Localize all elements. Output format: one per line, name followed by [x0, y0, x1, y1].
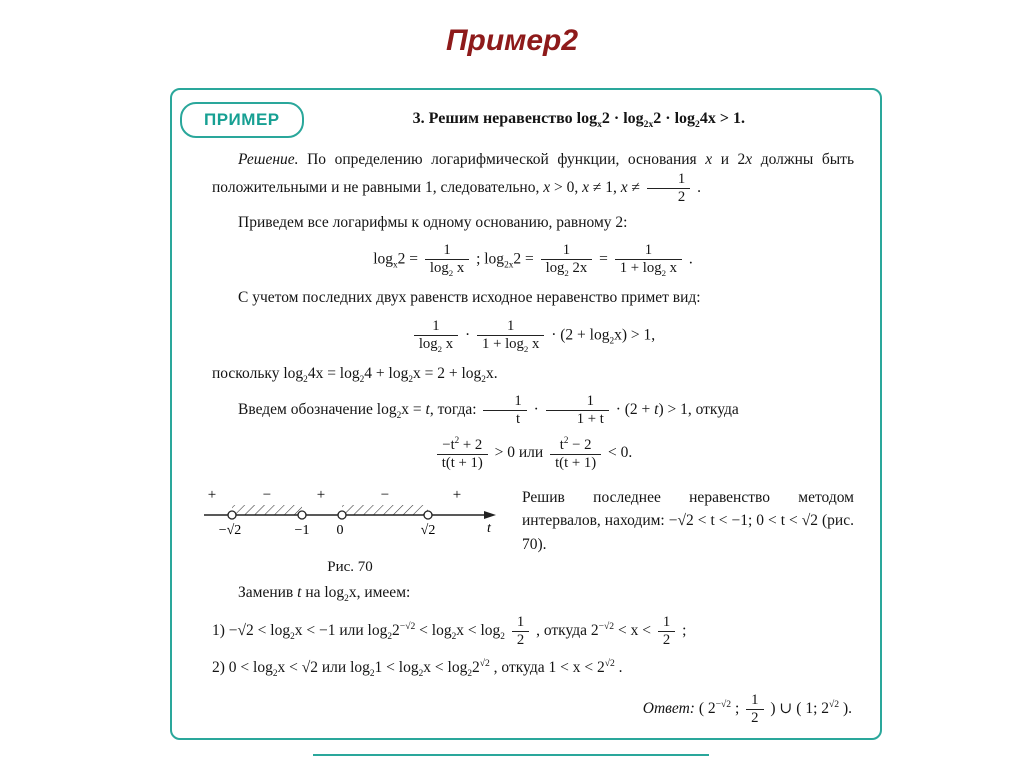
replace-paragraph: Заменив t на $\log_2x$, имеем:	[238, 584, 411, 605]
point-circle	[228, 511, 236, 519]
hatch-region-2	[342, 505, 428, 515]
problem-statement: 3. Решим неравенство $\log_x2 \cdot \log_{2x}2 \cdot \log_24x > 1$.	[412, 109, 745, 131]
case-1-line: $1) -√2 < \log_2x < -1$ или $\log_22^{-√2} < \log_2x < \log_2$ $\frac{1}{2}$ , откуда $2^{-√2} < x$ < $\frac{1}{2}$ ;	[212, 614, 687, 649]
point-circle	[424, 511, 432, 519]
sign-label: −	[380, 487, 390, 504]
formula-log-conversion: $\log_x2$ = $\frac{1}{\log_2 x}$ ; $\log_{2x}2$ = $\frac{1}{\log_2 2x}$ = $\frac{1}{1 + \log_2 x}$ .	[373, 242, 693, 279]
interval-figure	[196, 480, 504, 576]
sign-label: +	[452, 487, 462, 504]
example-badge-label: ПРИМЕР	[204, 110, 280, 129]
formula-rational: $\frac{-t^2 + 2}{t(t + 1)}$ > 0 или $\frac{t^2 - 2}{t(t + 1)}$ < 0.	[212, 435, 854, 472]
since-paragraph: поскольку $\log_24x = \log_24 + \log_2x = 2 + \log_2x$.	[212, 364, 498, 385]
solution-paragraph: Решение. По определению логарифмической функции, основания x и 2x должны быть положительными и не равными 1, следовательно, x > 0, x ≠ 1, x ≠ $\frac{1}{2}$ .	[212, 151, 855, 206]
point-label: −√2	[218, 523, 242, 539]
reduce-base-paragraph: Приведем все логарифмы к одному основанию, равному 2:	[238, 214, 628, 232]
hatch-region-1	[232, 505, 302, 515]
card-header-row	[180, 102, 854, 138]
bottom-accent-line	[313, 754, 709, 756]
answer-line: Ответ: ( $2^{-√2}$ ; $\frac{1}{2}$ ) ∪ ( 1; $2^{√2}$ ).	[642, 692, 852, 727]
point-label: 0	[336, 523, 344, 539]
interval-solution-text: Решив последнее неравенство методом интервалов, находим: −√2 < t < −1; 0 < t < √2 (рис. 70).	[522, 489, 854, 553]
point-circle	[298, 511, 306, 519]
example-card	[170, 88, 882, 740]
sign-label: +	[316, 487, 326, 504]
slide-title: Пример2	[445, 24, 579, 57]
figure-row	[196, 480, 854, 576]
combined-paragraph: С учетом последних двух равенств исходное неравенство примет вид:	[238, 289, 701, 307]
sign-label: +	[207, 487, 217, 504]
point-label: √2	[420, 523, 436, 539]
case-2-line: 2) $0 < \log_2x < √2$ или $\log_21 < \log_2x < \log_22^{√2}$ , откуда $1 < x < 2^{√2}$ .	[212, 657, 623, 680]
substitution-paragraph: Введем обозначение $\log_2x = t$, тогда: $\frac{1}{t}$ · $\frac{1}{1 + t}$ · (2 + t) > 1, откуда	[238, 392, 739, 427]
axis-arrow	[484, 511, 496, 519]
point-label: −1	[294, 523, 310, 539]
formula-inequality: $\frac{1}{\log_2 x}$ · $\frac{1}{1 + \log_2 x}$ · $(2 + \log_2x) > 1$,	[212, 318, 854, 354]
example-badge	[180, 102, 304, 138]
point-circle	[338, 511, 346, 519]
figure-caption: Рис. 70	[327, 559, 373, 576]
sign-label: −	[262, 487, 272, 504]
axis-label: t	[487, 521, 491, 537]
interval-figure-svg	[200, 480, 500, 552]
